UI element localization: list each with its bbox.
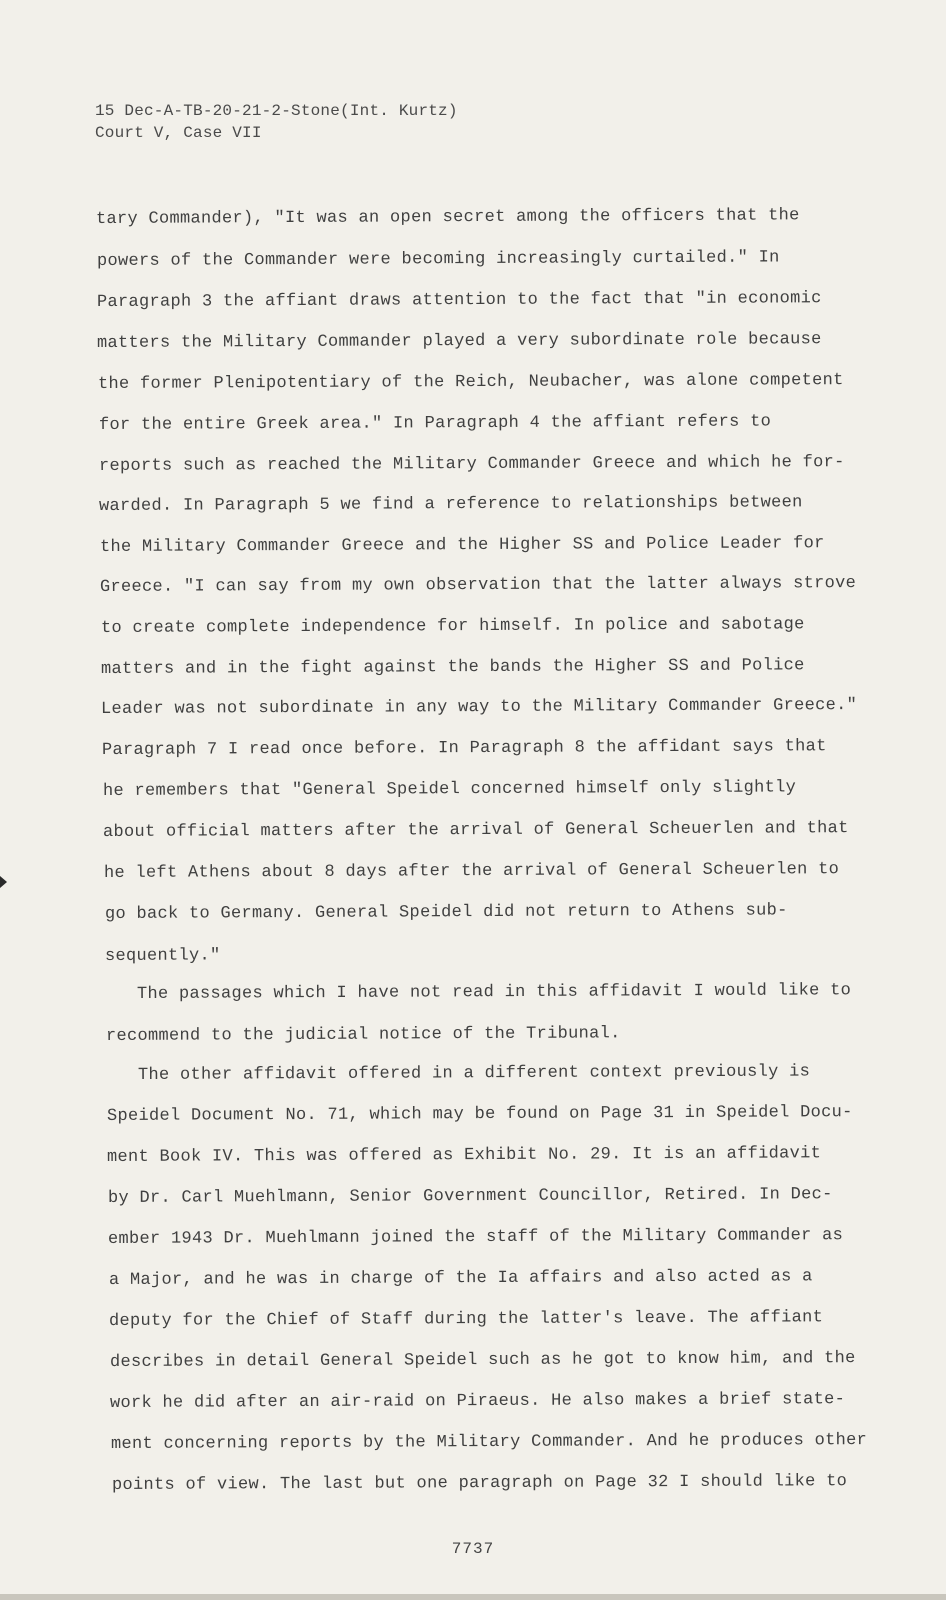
text-line: sequently." xyxy=(104,946,221,966)
text-line: The passages which I have not read in this affidavit I would like to xyxy=(136,981,852,1004)
text-line: Greece. "I can say from my own observation that the latter always strove xyxy=(99,574,857,597)
text-line: about official matters after the arrival of General Scheuerlen and that xyxy=(102,819,849,842)
text-line: The other affidavit offered in a different context previously is xyxy=(137,1062,811,1085)
text-line: by Dr. Carl Muehlmann, Senior Government Councillor, Retired. In Dec- xyxy=(107,1185,833,1208)
margin-arrow-mark xyxy=(0,876,7,888)
text-line: ember 1943 Dr. Muehlmann joined the staff of the Military Commander as xyxy=(107,1226,844,1249)
text-line: to create complete independence for himself. In police and sabotage xyxy=(100,615,805,638)
text-line: reports such as reached the Military Commander Greece and which he for- xyxy=(98,453,845,476)
text-line: go back to Germany. General Speidel did not return to Athens sub- xyxy=(104,901,788,924)
text-line: he left Athens about 8 days after the arrival of General Scheuerlen to xyxy=(103,860,840,883)
text-line: for the entire Greek area." In Paragraph 4 the affiant refers to xyxy=(98,412,772,435)
text-line: ment Book IV. This was offered as Exhibit No. 29. It is an affidavit xyxy=(106,1144,822,1167)
text-line: deputy for the Chief of Staff during the latter's leave. The affiant xyxy=(108,1308,824,1331)
text-line: tary Commander), "It was an open secret among the officers that the xyxy=(95,206,800,229)
text-line: recommend to the judicial notice of the Tribunal. xyxy=(105,1024,621,1046)
text-line: matters the Military Commander played a very subordinate role because xyxy=(96,330,822,353)
text-line: Leader was not subordinate in any way to the Military Commander Greece." xyxy=(100,696,858,719)
text-line: the Military Commander Greece and the Higher SS and Police Leader for xyxy=(99,534,825,557)
text-line: Speidel Document No. 71, which may be found on Page 31 in Speidel Docu- xyxy=(106,1103,853,1126)
text-line: describes in detail General Speidel such as he got to know him, and the xyxy=(109,1349,856,1372)
text-line: work he did after an air-raid on Piraeus. He also makes a brief state- xyxy=(109,1390,846,1413)
text-line: ment concerning reports by the Military Commander. And he produces other xyxy=(110,1431,868,1454)
page-number: 7737 xyxy=(451,1540,495,1558)
header-line-2: Court V, Case VII xyxy=(95,124,262,142)
header-line-1: 15 Dec-A-TB-20-21-2-Stone(Int. Kurtz) xyxy=(95,102,458,120)
text-line: Paragraph 3 the affiant draws attention to the fact that "in economic xyxy=(96,289,822,312)
text-line: powers of the Commander were becoming increasingly curtailed." In xyxy=(96,248,780,271)
text-line: matters and in the fight against the bands the Higher SS and Police xyxy=(100,656,805,679)
text-line: a Major, and he was in charge of the Ia affairs and also acted as a xyxy=(108,1267,813,1290)
text-line: points of view. The last but one paragraph on Page 32 I should like to xyxy=(111,1472,848,1495)
text-line: the former Plenipotentiary of the Reich, Neubacher, was alone competent xyxy=(97,371,844,394)
document-header xyxy=(95,100,458,144)
text-line: warded. In Paragraph 5 we find a reference to relationships between xyxy=(98,493,803,516)
page-bottom-edge xyxy=(0,1594,946,1600)
text-line: Paragraph 7 I read once before. In Paragraph 8 the affidant says that xyxy=(101,737,827,760)
text-line: he remembers that "General Speidel concerned himself only slightly xyxy=(102,778,797,801)
